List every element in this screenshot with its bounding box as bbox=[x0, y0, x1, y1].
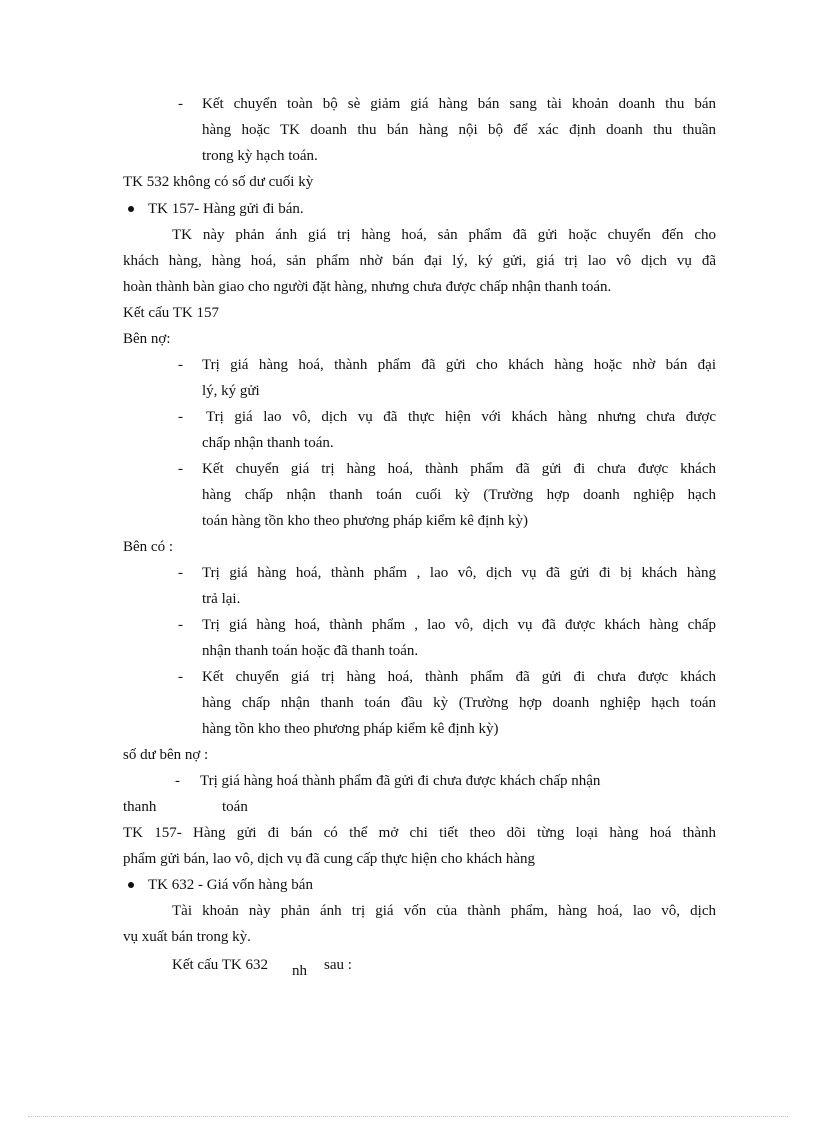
text-line: Trị giá hàng hoá, thành phẩm , lao vô, dịch vụ đã gửi đi bị khách hàng bbox=[202, 565, 716, 581]
list-dash: - bbox=[175, 773, 180, 789]
list-dash: - bbox=[178, 96, 183, 112]
list-dash: - bbox=[178, 461, 183, 477]
text-line: Trị giá hàng hoá thành phẩm đã gửi đi chưa được khách chấp nhận bbox=[200, 773, 601, 789]
text-line: TK này phản ánh giá trị hàng hoá, sản phẩm đã gửi hoặc chuyển đến cho bbox=[172, 227, 716, 243]
text-line: toán bbox=[222, 799, 248, 815]
text-line: vụ xuất bán trong kỳ. bbox=[123, 929, 251, 945]
text-line: hàng chấp nhận thanh toán cuối kỳ (Trường hợp doanh nghiệp hạch bbox=[202, 487, 716, 503]
text-line: Kết cấu TK 632 bbox=[172, 957, 268, 973]
text-line: Kết chuyển giá trị hàng hoá, thành phẩm đã gửi đi chưa được khách bbox=[202, 669, 716, 685]
text-line: hoàn thành bàn giao cho người đặt hàng, nhưng chưa được chấp nhận thanh toán. bbox=[123, 279, 612, 295]
text-line: lý, ký gửi bbox=[202, 383, 260, 399]
text-line: hàng chấp nhận thanh toán đầu kỳ (Trường hợp doanh nghiệp hạch toán bbox=[202, 695, 716, 711]
paragraph-line: TK 532 không có số dư cuối kỳ bbox=[123, 174, 314, 190]
text-line: Kết chuyển toàn bộ sè giảm giá hàng bán sang tài khoản doanh thu bán bbox=[202, 96, 716, 112]
text-line: khách hàng, hàng hoá, sản phẩm nhờ bán đại lý, ký gửi, giá trị lao vô dịch vụ đã bbox=[123, 253, 716, 269]
text-fragment: nh bbox=[292, 963, 307, 979]
bullet-icon bbox=[128, 882, 134, 888]
text-line: TK 157- Hàng gửi đi bán có thể mở chi tiết theo dõi từng loại hàng hoá thành bbox=[123, 825, 716, 841]
text-line: Trị giá hàng hoá, thành phẩm đã gửi cho khách hàng hoặc nhờ bán đại bbox=[202, 357, 716, 373]
text-line: hàng hoặc TK doanh thu bán hàng nội bộ để xác định doanh thu thuần bbox=[202, 122, 716, 138]
text-line: hàng tồn kho theo phương pháp kiểm kê định kỳ) bbox=[202, 721, 499, 737]
subheading: số dư bên nợ : bbox=[123, 747, 209, 763]
text-line: Trị giá hàng hoá, thành phẩm , lao vô, dịch vụ đã được khách hàng chấp bbox=[202, 617, 716, 633]
section-heading: TK 632 - Giá vốn hàng bán bbox=[148, 877, 313, 893]
text-line: thanh bbox=[123, 799, 157, 815]
subheading: Kết cấu TK 157 bbox=[123, 305, 219, 321]
text-line: trả lại. bbox=[202, 591, 241, 607]
text-line: trong kỳ hạch toán. bbox=[202, 148, 318, 164]
list-dash: - bbox=[178, 669, 183, 685]
list-dash: - bbox=[178, 617, 183, 633]
subheading: Bên có : bbox=[123, 539, 173, 555]
text-line: Tài khoản này phản ánh trị giá vốn của thành phẩm, hàng hoá, lao vô, dịch bbox=[172, 903, 716, 919]
text-line: phẩm gửi bán, lao vô, dịch vụ đã cung cấp thực hiện cho khách hàng bbox=[123, 851, 535, 867]
text-line: Trị giá lao vô, dịch vụ đã thực hiện với khách hàng nhưng chưa được bbox=[206, 409, 716, 425]
text-line: Kết chuyển giá trị hàng hoá, thành phẩm đã gửi đi chưa được khách bbox=[202, 461, 716, 477]
text-line: toán hàng tồn kho theo phương pháp kiểm kê định kỳ) bbox=[202, 513, 529, 529]
list-dash: - bbox=[178, 565, 183, 581]
text-line: sau : bbox=[324, 957, 352, 973]
list-dash: - bbox=[178, 357, 183, 373]
list-dash: - bbox=[178, 409, 183, 425]
section-heading: TK 157- Hàng gửi đi bán. bbox=[148, 201, 304, 217]
subheading: Bên nợ: bbox=[123, 331, 171, 347]
text-line: nhận thanh toán hoặc đã thanh toán. bbox=[202, 643, 419, 659]
page-footer-rule bbox=[28, 1116, 788, 1117]
bullet-icon bbox=[128, 206, 134, 212]
text-line: chấp nhận thanh toán. bbox=[202, 435, 334, 451]
